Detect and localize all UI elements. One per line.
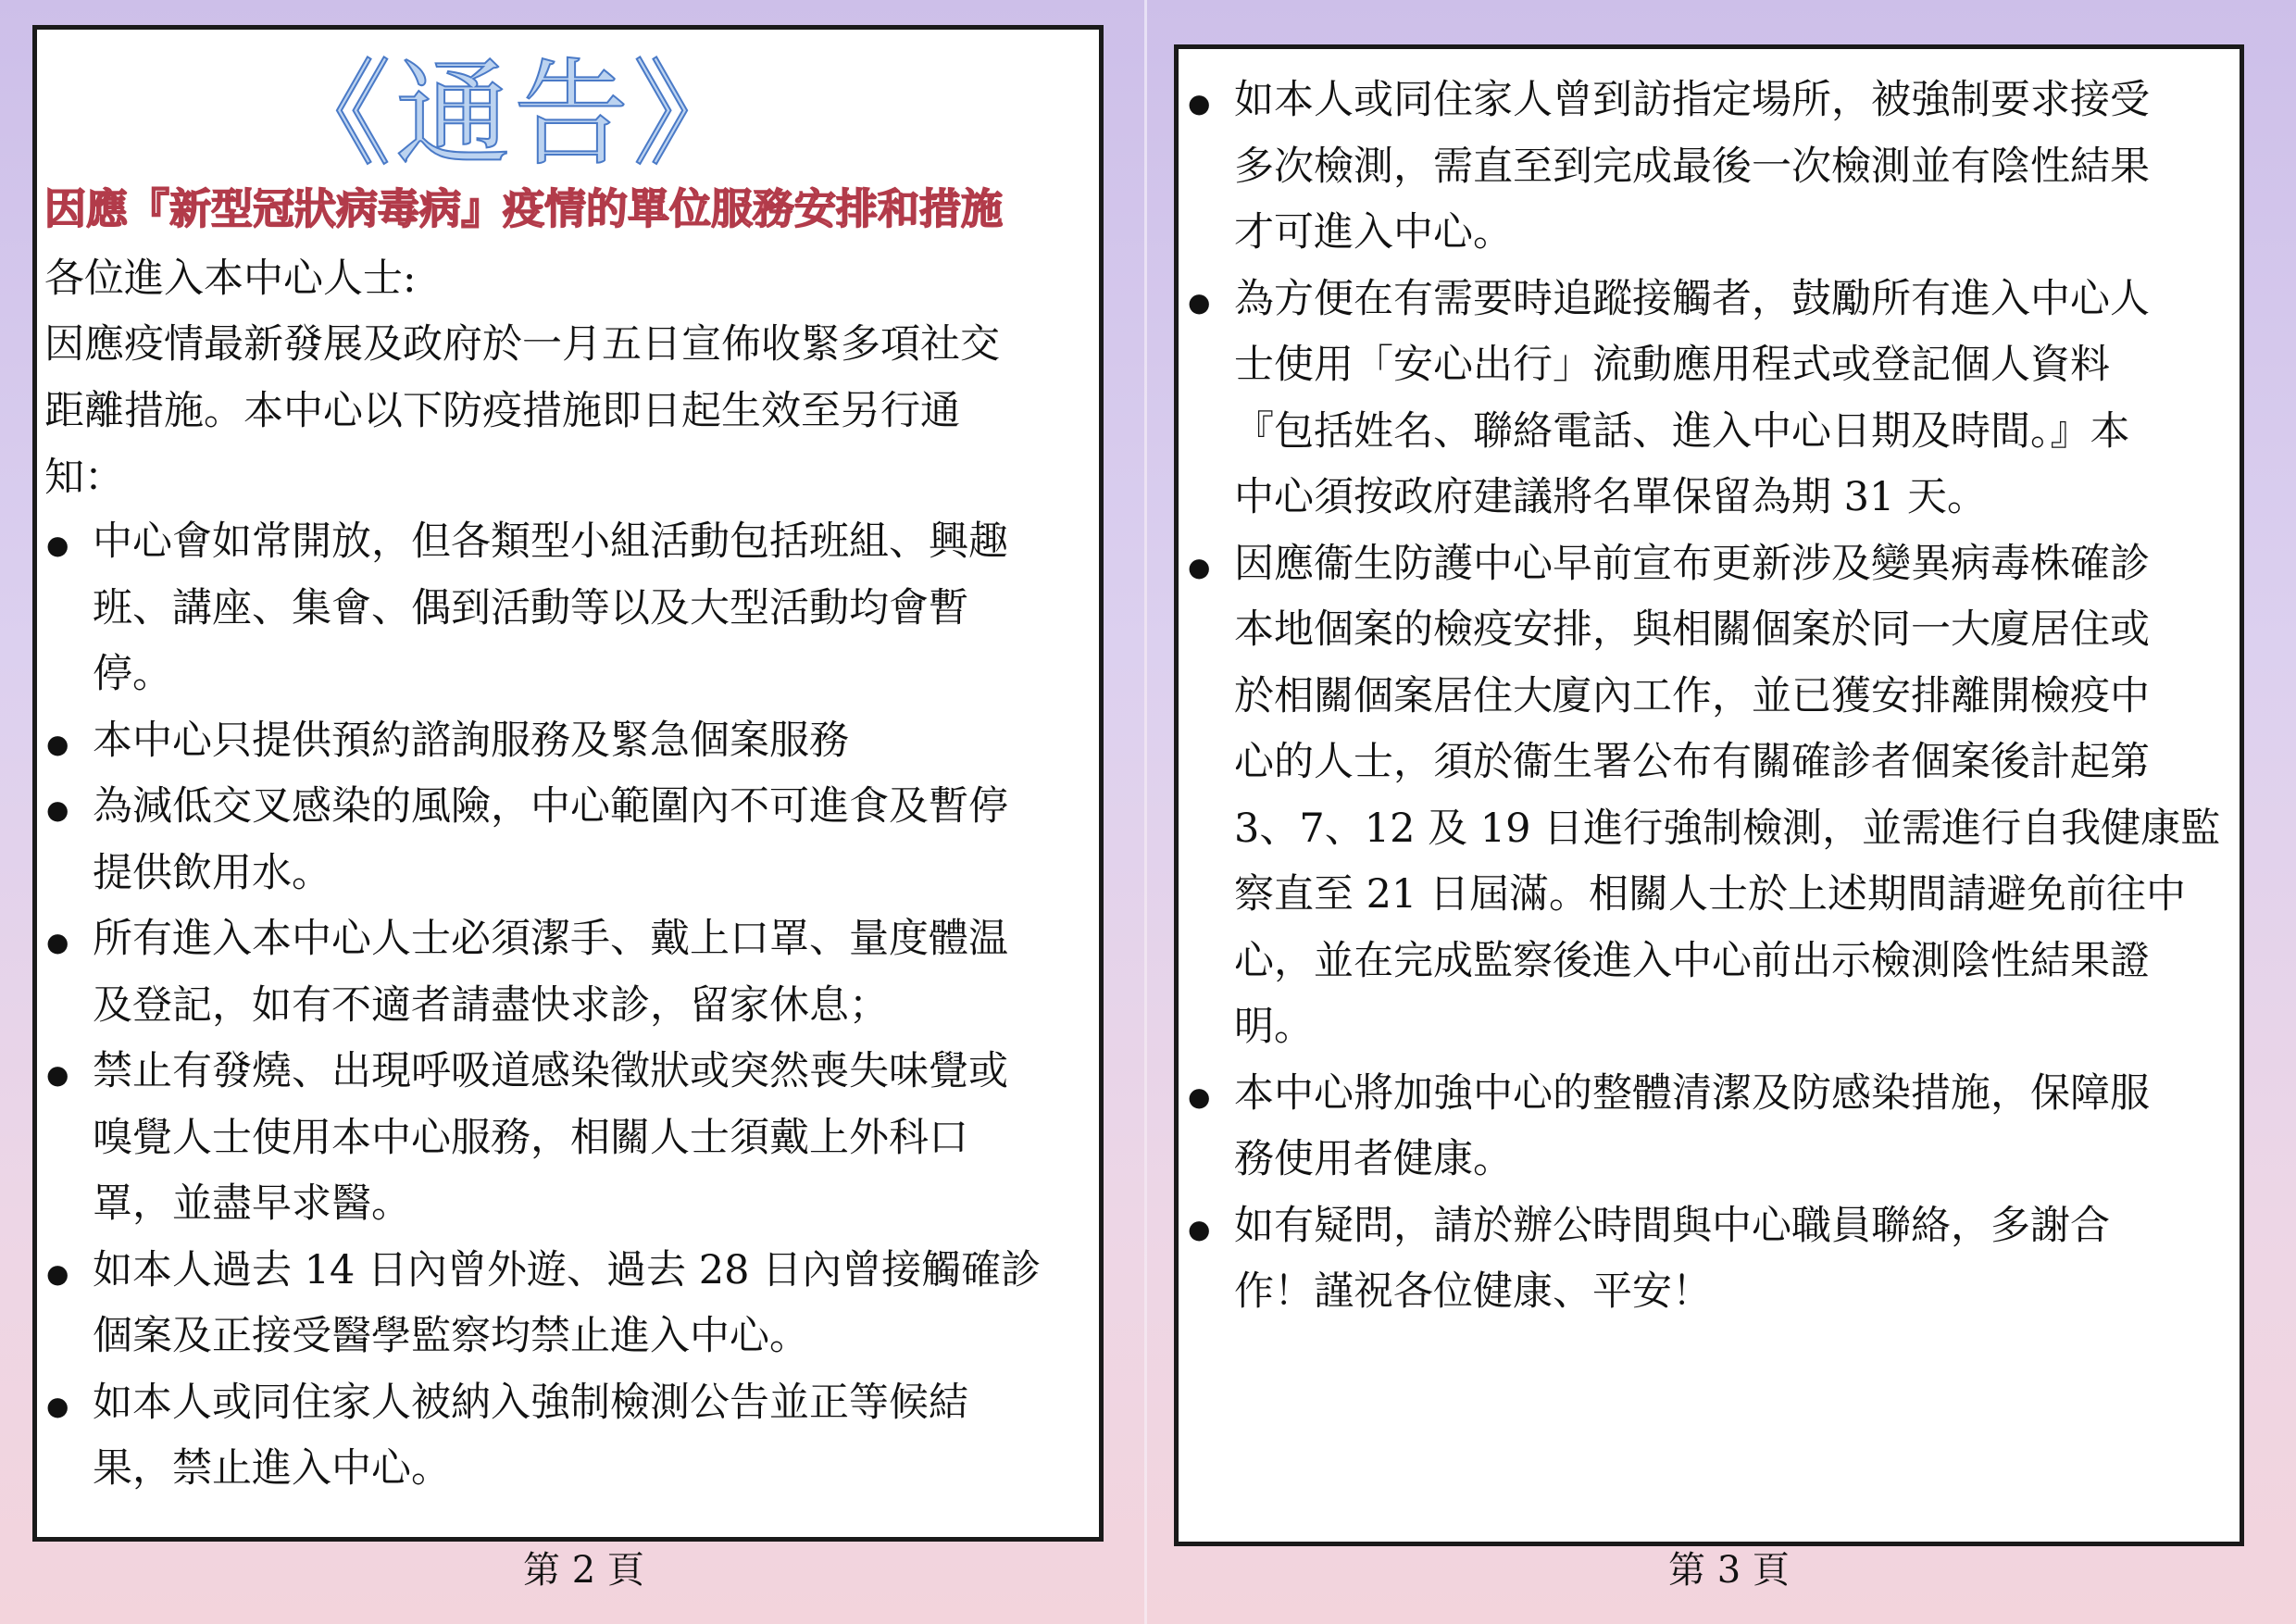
left-page [0, 0, 1146, 1624]
bullet-dot-icon: ● [1188, 88, 1211, 119]
intro-line: 知： [44, 455, 124, 501]
bullet-item [37, 509, 1102, 708]
bullet-line: 務使用者健康。 [1234, 1136, 1513, 1182]
bullet-item [1179, 531, 2243, 1061]
bullet-line: 為減低交叉感染的風險，中心範圍內不可進食及暫停 [93, 783, 1008, 830]
greeting: 各位進入本中心人士: [44, 256, 417, 302]
bullet-item [37, 906, 1102, 1039]
bullet-line: 本地個案的檢疫安排，與相關個案於同一大廈居住或 [1234, 606, 2150, 653]
page-number-right: 第 3 頁 [1668, 1549, 1790, 1592]
bullet-line: 如本人或同住家人曾到訪指定場所，被強制要求接受 [1234, 77, 2150, 123]
bullet-dot-icon: ● [1188, 551, 1211, 582]
bullet-line: 如有疑問，請於辦公時間與中心職員聯絡，多謝合 [1234, 1202, 2110, 1249]
intro-paragraph [44, 311, 1081, 511]
bullet-dot-icon: ● [46, 728, 69, 759]
bullet-item [1179, 267, 2243, 531]
bullet-line: 才可進入中心。 [1234, 209, 1513, 256]
bullet-item [1179, 1061, 2243, 1193]
bullet-item [37, 774, 1102, 906]
measures-list-right [1179, 68, 2243, 1326]
intro-line: 距離措施。本中心以下防疫措施即日起生效至另行通 [44, 388, 960, 434]
bullet-line: 於相關個案居住大廈內工作，並已獲安排離開檢疫中 [1234, 672, 2150, 719]
bullet-line: 如本人過去 14 日內曾外遊、過去 28 日內曾接觸確診 [93, 1246, 1042, 1293]
bullet-line: 罩，並盡早求醫。 [93, 1181, 411, 1227]
bullet-line: 本中心只提供預約諮詢服務及緊急個案服務 [93, 717, 849, 764]
bullet-line: 禁止有發燒、出現呼吸道感染徵狀或突然喪失味覺或 [93, 1048, 1008, 1094]
notice-title: 《通告》 [276, 48, 751, 181]
bullet-line: 個案及正接受醫學監察均禁止進入中心。 [93, 1313, 809, 1359]
right-page [1146, 0, 2296, 1624]
bullet-dot-icon: ● [46, 530, 69, 560]
bullet-line: 為方便在有需要時追蹤接觸者，鼓勵所有進入中心人 [1234, 275, 2150, 322]
bullet-dot-icon: ● [46, 1257, 69, 1289]
bullet-line: 及登記，如有不適者請盡快求診，留家休息； [93, 981, 889, 1029]
bullet-item [1179, 1193, 2243, 1326]
bullet-item [37, 1039, 1102, 1238]
bullet-line: 3、7、12 及 19 日進行強制檢測，並需進行自我健康監 [1234, 805, 2221, 852]
bullet-item [1179, 68, 2243, 267]
bullet-line: 所有進入本中心人士必須潔手、戴上口罩、量度體温 [93, 916, 1008, 962]
bullet-line: 心的人士，須於衞生署公布有關確診者個案後計起第 [1234, 739, 2150, 785]
bullet-line: 果，禁止進入中心。 [93, 1445, 451, 1492]
bullet-line: 明。 [1234, 1004, 1314, 1050]
bullet-dot-icon: ● [1188, 286, 1211, 318]
bullet-line: 士使用「安心出行」流動應用程式或登記個人資料 [1234, 342, 2110, 388]
bullet-line: 提供飲用水。 [93, 849, 331, 896]
bullet-line: 中心須按政府建議將名單保留為期 31 天。 [1234, 474, 1988, 520]
bullet-dot-icon: ● [1188, 1213, 1211, 1244]
notice-panel-right [1174, 44, 2244, 1546]
bullet-line: 嗅覺人士使用本中心服務，相關人士須戴上外科口 [93, 1114, 968, 1161]
intro-line: 因應疫情最新發展及政府於一月五日宣佈收緊多項社交 [44, 321, 1000, 368]
notice-panel-left [32, 25, 1104, 1542]
bullet-line: 本中心將加強中心的整體清潔及防感染措施，保障服 [1234, 1069, 2150, 1117]
bullet-dot-icon: ● [46, 794, 69, 825]
bullet-line: 多次檢測，需直至到完成最後一次檢測並有陰性結果 [1234, 143, 2150, 190]
bullet-line: 『包括姓名、聯絡電話、進入中心日期及時間。』本 [1234, 407, 2130, 455]
page-number-left: 第 2 頁 [523, 1549, 644, 1592]
bullet-line: 因應衞生防護中心早前宣布更新涉及變異病毒株確診 [1234, 540, 2150, 587]
bullet-dot-icon: ● [1188, 1081, 1211, 1112]
bullet-line: 如本人或同住家人被納入強制檢測公告並正等候結 [93, 1379, 968, 1426]
bullet-dot-icon: ● [46, 1390, 69, 1421]
bullet-line: 作！謹祝各位健康、平安！ [1234, 1268, 1712, 1315]
bullet-line: 察直至 21 日屆滿。相關人士於上述期間請避免前往中 [1234, 871, 2187, 918]
bullet-item [37, 708, 1102, 775]
bullet-line: 班、講座、集會、偶到活動等以及大型活動均會暫 [93, 584, 968, 631]
bullet-dot-icon: ● [46, 927, 69, 957]
bullet-line: 中心會如常開放，但各類型小組活動包括班組、興趣 [93, 518, 1008, 565]
bullet-item [37, 1238, 1102, 1370]
bullet-line: 停。 [93, 651, 172, 697]
measures-list-left [37, 509, 1102, 1503]
notice-subtitle: 因應『新型冠狀病毒病』疫情的單位服務安排和措施 [44, 184, 1004, 233]
bullet-item [37, 1370, 1102, 1503]
bullet-line: 心，並在完成監察後進入中心前出示檢測陰性結果證 [1234, 937, 2150, 984]
bullet-dot-icon: ● [46, 1059, 69, 1090]
